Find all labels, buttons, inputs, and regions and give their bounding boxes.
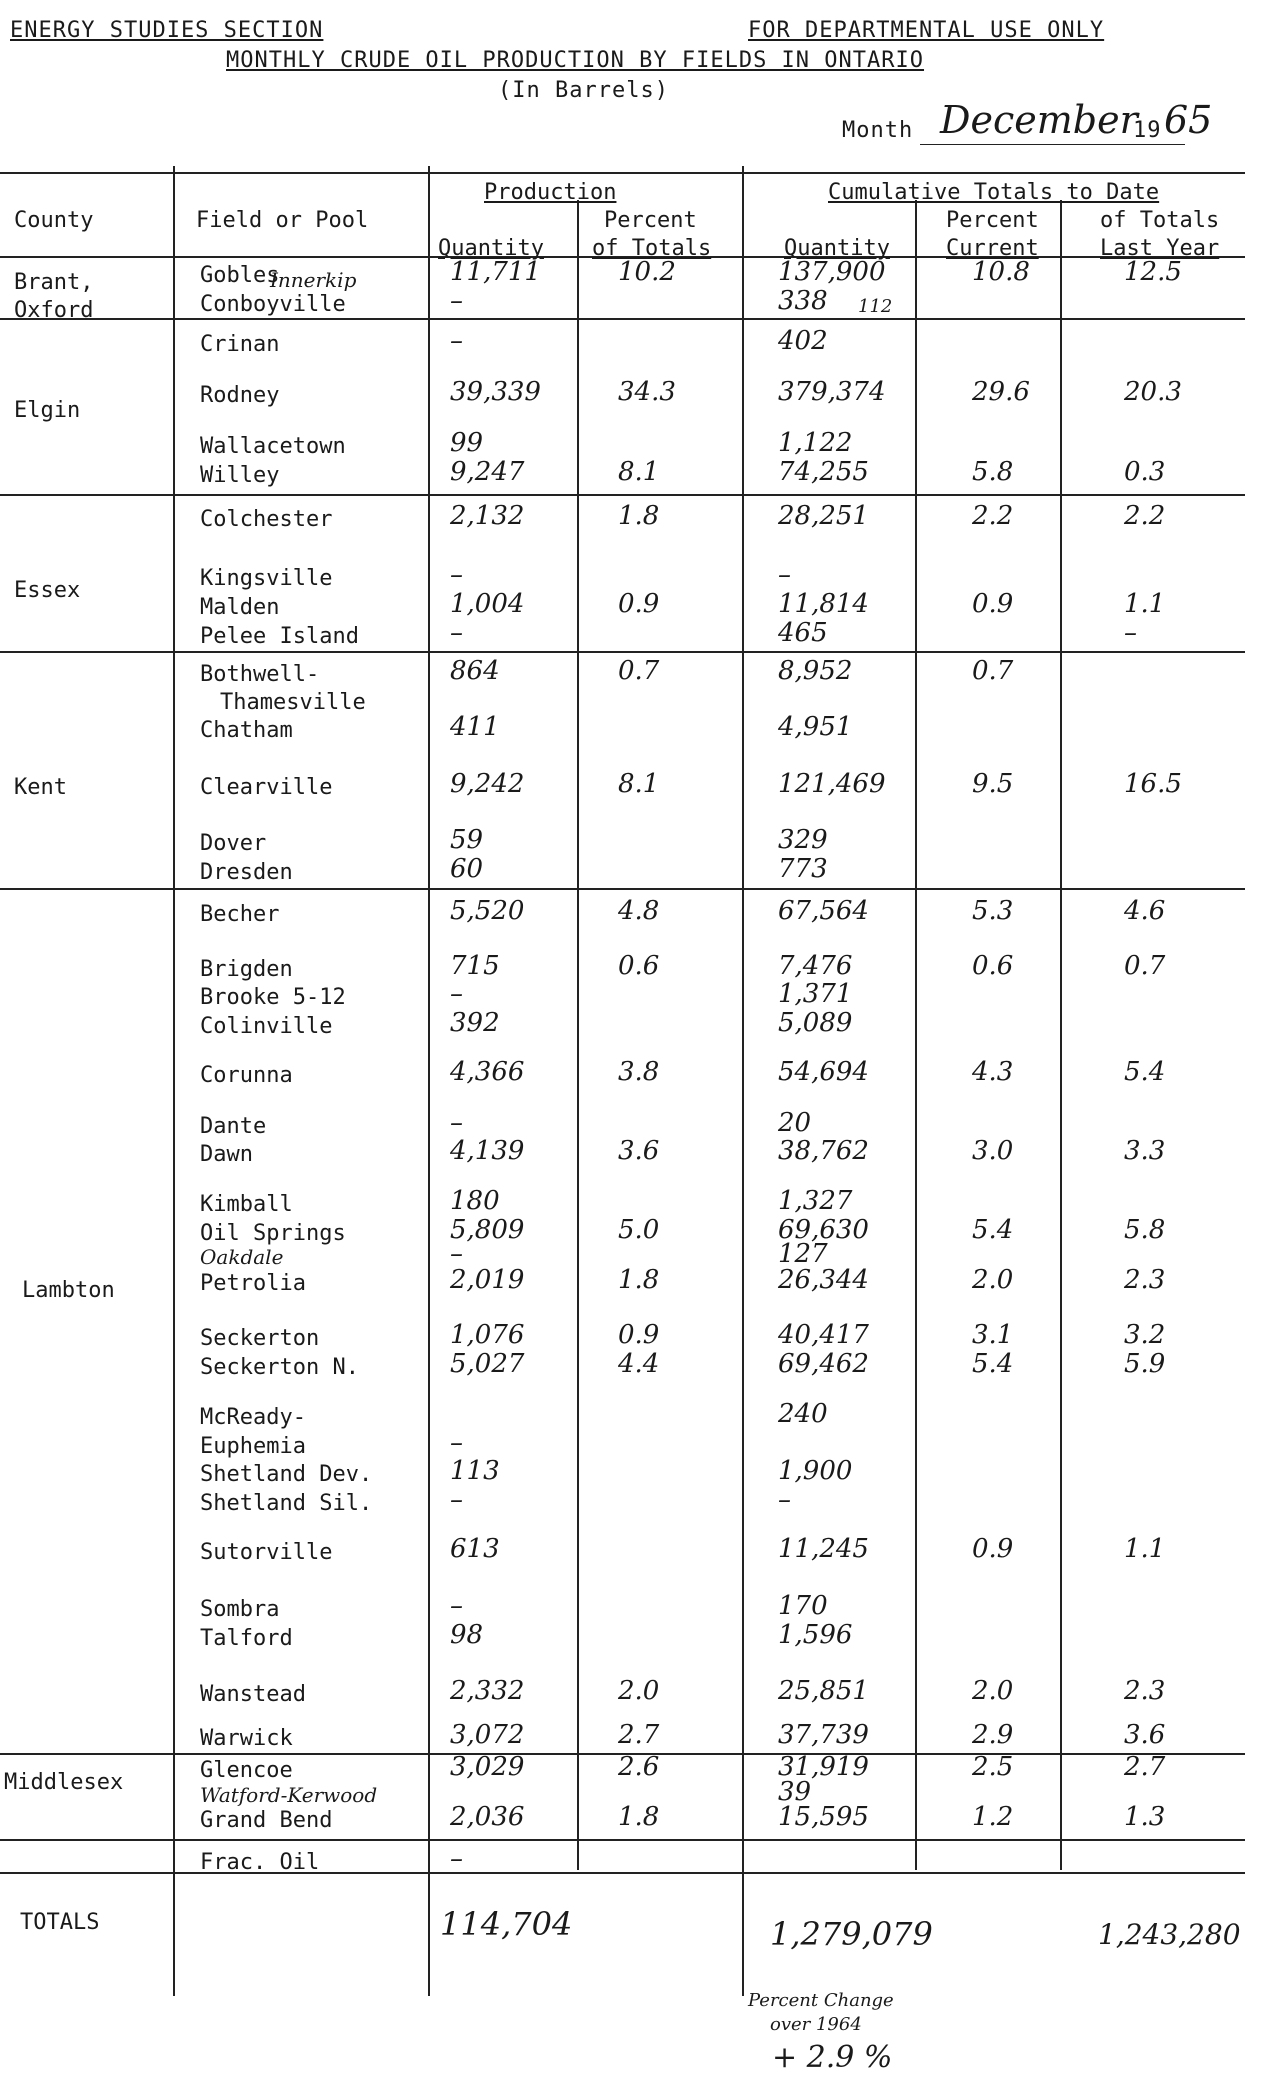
cumulative-quantity-cell: 1,596 [778, 1620, 853, 1650]
table-top-rule [0, 172, 1245, 174]
quantity-cell: 1,004 [450, 589, 525, 619]
cumulative-quantity-cell: 25,851 [778, 1676, 869, 1706]
field-name: Willey [200, 463, 280, 488]
col-header-field: Field or Pool [196, 208, 369, 233]
percent-of-totals-cell: 1.8 [618, 1802, 660, 1832]
cumulative-quantity-cell: 4,951 [778, 712, 853, 742]
cumulative-quantity-cell: 137,900 [778, 257, 886, 287]
rule-frac [0, 1872, 1245, 1874]
field-name: Shetland Sil. [200, 1491, 373, 1516]
cumulative-quantity-cell: 67,564 [778, 896, 869, 926]
percent-of-totals-cell: 4.8 [618, 896, 660, 926]
percent-current-cell: 5.3 [972, 896, 1014, 926]
field-name: Kingsville [200, 566, 333, 591]
field-name: Oil Springs [200, 1221, 346, 1246]
last-year-cell: 3.2 [1124, 1320, 1166, 1350]
percent-of-totals-cell: 0.7 [618, 656, 660, 686]
last-year-cell: – [1124, 618, 1137, 648]
last-year-cell: 2.7 [1124, 1752, 1166, 1782]
quantity-cell: 411 [450, 712, 500, 742]
last-year-cell: 5.4 [1124, 1057, 1166, 1087]
percent-current-cell: 2.5 [972, 1752, 1014, 1782]
percent-current-cell: 3.1 [972, 1320, 1014, 1350]
field-name: Warwick [200, 1726, 293, 1751]
county-label: Oxford [14, 298, 94, 323]
section-title: ENERGY STUDIES SECTION [10, 18, 324, 43]
cumulative-quantity-cell: 11,245 [778, 1534, 869, 1564]
field-name: Colinville [200, 1014, 333, 1039]
year-suffix: 65 [1164, 98, 1213, 142]
county-label: TOTALS [20, 1910, 100, 1935]
field-name: Seckerton [200, 1326, 320, 1351]
col-header-last2: Last Year [1100, 236, 1220, 261]
quantity-cell: – [450, 1428, 463, 1458]
field-name: Shetland Dev. [200, 1462, 373, 1487]
cumulative-quantity-cell: 465 [778, 618, 828, 648]
percent-current-cell: 2.9 [972, 1720, 1014, 1750]
cumulative-quantity-cell: 338 [778, 286, 828, 316]
last-year-cell: 4.6 [1124, 896, 1166, 926]
col-rule-4 [742, 166, 744, 1996]
percent-of-totals-cell: 2.6 [618, 1752, 660, 1782]
cumulative-quantity-cell: – [778, 560, 791, 590]
col-header-cur1: Percent [946, 208, 1039, 233]
month-value: December [940, 98, 1138, 142]
last-year-cell: 0.3 [1124, 457, 1166, 487]
field-name: Kimball [200, 1192, 293, 1217]
quantity-cell: 715 [450, 951, 500, 981]
month-underline [920, 144, 1185, 145]
percent-of-totals-cell: 34.3 [618, 377, 676, 407]
last-year-cell: 12.5 [1124, 257, 1182, 287]
county-label: Essex [14, 578, 81, 603]
rule-middlesex [0, 1839, 1245, 1841]
field-name: Watford-Kerwood [200, 1783, 378, 1807]
col-rule-1 [173, 166, 175, 1996]
county-label: Lambton [22, 1278, 115, 1303]
last-year-cell: 3.3 [1124, 1136, 1166, 1166]
col-rule-2 [428, 166, 430, 1996]
percent-of-totals-cell: 10.2 [618, 257, 676, 287]
cumulative-quantity-cell: 31,919 [778, 1752, 869, 1782]
percent-of-totals-cell: 3.8 [618, 1057, 660, 1087]
field-name: Malden [200, 595, 280, 620]
county-label: Kent [14, 775, 67, 800]
rule-essex [0, 651, 1245, 653]
last-year-cell: 1.3 [1124, 1802, 1166, 1832]
col-header-last1: of Totals [1100, 208, 1220, 233]
col-header-pct1: Percent [604, 208, 697, 233]
document-subtitle: (In Barrels) [498, 78, 669, 103]
percent-current-cell: 9.5 [972, 769, 1014, 799]
percent-change-label-1: Percent Change [748, 1990, 894, 2011]
percent-current-cell: 1.2 [972, 1802, 1014, 1832]
last-year-cell: 2.3 [1124, 1676, 1166, 1706]
cumulative-quantity-cell: 1,122 [778, 428, 853, 458]
quantity-cell: 59 [450, 825, 484, 855]
field-name: Talford [200, 1626, 293, 1651]
cumulative-quantity-cell: 127 [778, 1239, 828, 1269]
document-title: MONTHLY CRUDE OIL PRODUCTION BY FIELDS IN ONTARIO [226, 48, 925, 73]
field-name: Gobles [200, 263, 280, 288]
field-name: Wanstead [200, 1682, 306, 1707]
percent-of-totals-cell: 4.4 [618, 1349, 660, 1379]
last-year-cell: 5.9 [1124, 1349, 1166, 1379]
percent-current-cell: 3.0 [972, 1136, 1014, 1166]
percent-of-totals-cell: 2.0 [618, 1676, 660, 1706]
col-header-production: Production [484, 180, 617, 205]
cumulative-quantity-cell: 15,595 [778, 1802, 869, 1832]
percent-of-totals-cell: 1.8 [618, 1265, 660, 1295]
field-name: McReady- [200, 1405, 306, 1430]
quantity-cell: 3,072 [450, 1720, 525, 1750]
percent-current-cell: 5.8 [972, 457, 1014, 487]
total-last-year: 1,243,280 [1098, 1918, 1241, 1951]
quantity-cell: 9,242 [450, 769, 525, 799]
col-rule-3 [577, 200, 579, 1870]
field-name: Pelee Island [200, 624, 359, 649]
percent-of-totals-cell: 8.1 [618, 457, 660, 487]
cumulative-quantity-cell: – [778, 1485, 791, 1515]
cumulative-quantity-cell: 38,762 [778, 1136, 869, 1166]
field-name: Clearville [200, 775, 333, 800]
cumulative-quantity-cell: 40,417 [778, 1320, 869, 1350]
percent-of-totals-cell: 3.6 [618, 1136, 660, 1166]
last-year-cell: 3.6 [1124, 1720, 1166, 1750]
field-name: Chatham [200, 718, 293, 743]
cumulative-quantity-cell: 240 [778, 1399, 828, 1429]
percent-current-cell: 2.0 [972, 1676, 1014, 1706]
cumulative-quantity-cell: 402 [778, 326, 828, 356]
field-name: Sombra [200, 1597, 280, 1622]
percent-current-cell: 2.0 [972, 1265, 1014, 1295]
field-name: Becher [200, 902, 280, 927]
quantity-cell: 11,711 [450, 257, 541, 287]
field-name: Seckerton N. [200, 1355, 359, 1380]
percent-of-totals-cell: 8.1 [618, 769, 660, 799]
quantity-cell: 1,076 [450, 1320, 525, 1350]
quantity-cell: 4,139 [450, 1136, 525, 1166]
field-name: Dante [200, 1114, 267, 1139]
cumulative-quantity-cell: 37,739 [778, 1720, 869, 1750]
percent-current-cell: 5.4 [972, 1215, 1014, 1245]
cumulative-quantity-cell: 28,251 [778, 501, 869, 531]
quantity-cell: 113 [450, 1456, 500, 1486]
cumulative-quantity-cell: 379,374 [778, 377, 886, 407]
quantity-cell: – [450, 326, 463, 356]
percent-change-label-2: over 1964 [770, 2014, 862, 2035]
county-label: Elgin [14, 398, 81, 423]
col-header-pct2: of Totals [592, 236, 712, 261]
field-name: Colchester [200, 507, 333, 532]
quantity-cell: 5,520 [450, 896, 525, 926]
quantity-cell: 2,019 [450, 1265, 525, 1295]
total-quantity: 114,704 [440, 1905, 573, 1943]
percent-of-totals-cell: 0.9 [618, 1320, 660, 1350]
cumulative-quantity-cell: 7,476 [778, 951, 853, 981]
last-year-cell: 5.8 [1124, 1215, 1166, 1245]
quantity-cell: – [450, 1844, 463, 1874]
field-name: Grand Bend [200, 1808, 333, 1833]
col-rule-6 [1060, 200, 1062, 1870]
quantity-cell: 613 [450, 1534, 500, 1564]
percent-of-totals-cell: 1.8 [618, 501, 660, 531]
field-name: Dawn [200, 1142, 253, 1167]
last-year-cell: 16.5 [1124, 769, 1182, 799]
innerkip-cum: 112 [858, 296, 893, 317]
col-header-cum-quantity: Quantity [784, 236, 890, 261]
quantity-cell: 2,332 [450, 1676, 525, 1706]
col-header-cur2: Current [946, 236, 1039, 261]
quantity-cell: – [450, 979, 463, 1009]
field-name: Corunna [200, 1063, 293, 1088]
percent-current-cell: 4.3 [972, 1057, 1014, 1087]
col-header-county: County [14, 208, 94, 233]
cumulative-quantity-cell: 1,371 [778, 979, 853, 1009]
rule-elgin [0, 494, 1245, 496]
cumulative-quantity-cell: 69,462 [778, 1349, 869, 1379]
percent-current-cell: 0.7 [972, 656, 1014, 686]
col-header-cumulative: Cumulative Totals to Date [828, 180, 1160, 205]
cumulative-quantity-cell: 121,469 [778, 769, 886, 799]
county-label: Brant, [14, 270, 94, 295]
percent-current-cell: 29.6 [972, 377, 1030, 407]
percent-current-cell: 0.6 [972, 951, 1014, 981]
county-label: Middlesex [4, 1770, 124, 1795]
cumulative-quantity-cell: 74,255 [778, 457, 869, 487]
field-name: Brigden [200, 957, 293, 982]
percent-current-cell: 5.4 [972, 1349, 1014, 1379]
cumulative-quantity-cell: 773 [778, 854, 828, 884]
quantity-cell: 9,247 [450, 457, 525, 487]
quantity-cell: – [450, 1485, 463, 1515]
col-rule-5 [915, 200, 917, 1870]
field-name: Rodney [200, 383, 280, 408]
quantity-cell: – [450, 286, 463, 316]
field-name: Frac. Oil [200, 1850, 320, 1875]
quantity-cell: – [450, 560, 463, 590]
last-year-cell: 2.3 [1124, 1265, 1166, 1295]
field-name: Conboyville [200, 292, 346, 317]
field-name: Glencoe [200, 1758, 293, 1783]
quantity-cell: 4,366 [450, 1057, 525, 1087]
field-name: Dresden [200, 860, 293, 885]
quantity-cell: 2,132 [450, 501, 525, 531]
percent-current-cell: 0.9 [972, 1534, 1014, 1564]
quantity-cell: 864 [450, 656, 500, 686]
cumulative-quantity-cell: 329 [778, 825, 828, 855]
percent-current-cell: 2.2 [972, 501, 1014, 531]
cumulative-quantity-cell: 20 [778, 1108, 812, 1138]
percent-current-cell: 10.8 [972, 257, 1030, 287]
cumulative-quantity-cell: 5,089 [778, 1008, 853, 1038]
last-year-cell: 2.2 [1124, 501, 1166, 531]
quantity-cell: 2,036 [450, 1802, 525, 1832]
field-name: Crinan [200, 332, 280, 357]
percent-change-value: + 2.9 % [772, 2040, 893, 2075]
last-year-cell: 1.1 [1124, 1534, 1166, 1564]
innerkip-note: Innerkip [270, 268, 357, 292]
quantity-cell: 98 [450, 1620, 484, 1650]
quantity-cell: 39,339 [450, 377, 541, 407]
cumulative-quantity-cell: 1,900 [778, 1456, 853, 1486]
quantity-cell: 5,027 [450, 1349, 525, 1379]
cumulative-quantity-cell: 11,814 [778, 589, 869, 619]
field-name: Oakdale [200, 1245, 284, 1269]
year-prefix: 19 [1133, 118, 1162, 143]
percent-of-totals-cell: 2.7 [618, 1720, 660, 1750]
cumulative-quantity-cell: 1,327 [778, 1186, 853, 1216]
cumulative-quantity-cell: 170 [778, 1591, 828, 1621]
field-name: Euphemia [200, 1434, 306, 1459]
col-header-quantity: Quantity [438, 236, 544, 261]
quantity-cell: – [450, 1591, 463, 1621]
percent-of-totals-cell: 0.6 [618, 951, 660, 981]
cumulative-quantity-cell: 69,630 [778, 1215, 869, 1245]
field-name: Sutorville [200, 1540, 333, 1565]
quantity-cell: 60 [450, 854, 484, 884]
month-label: Month [842, 118, 914, 143]
field-name: Bothwell- [200, 662, 320, 687]
total-cumulative: 1,279,079 [770, 1915, 933, 1953]
field-name: Brooke 5-12 [200, 985, 346, 1010]
cumulative-quantity-cell: 8,952 [778, 656, 853, 686]
quantity-cell: 99 [450, 428, 484, 458]
quantity-cell: – [450, 1108, 463, 1138]
quantity-cell: 180 [450, 1186, 500, 1216]
cumulative-quantity-cell: 54,694 [778, 1057, 869, 1087]
quantity-cell: 3,029 [450, 1752, 525, 1782]
departmental-use-label: FOR DEPARTMENTAL USE ONLY [748, 18, 1105, 43]
field-name: Thamesville [220, 690, 366, 715]
percent-current-cell: 0.9 [972, 589, 1014, 619]
quantity-cell: 5,809 [450, 1215, 525, 1245]
cumulative-quantity-cell: 39 [778, 1777, 812, 1807]
percent-of-totals-cell: 0.9 [618, 589, 660, 619]
cumulative-quantity-cell: 26,344 [778, 1265, 869, 1295]
percent-of-totals-cell: 5.0 [618, 1215, 660, 1245]
quantity-cell: 392 [450, 1008, 500, 1038]
last-year-cell: 0.7 [1124, 951, 1166, 981]
field-name: Dover [200, 831, 267, 856]
quantity-cell: – [450, 1239, 463, 1269]
quantity-cell: – [450, 618, 463, 648]
rule-brant [0, 318, 1245, 320]
field-name: Wallacetown [200, 434, 346, 459]
rule-kent [0, 888, 1245, 890]
last-year-cell: 20.3 [1124, 377, 1182, 407]
field-name: Petrolia [200, 1271, 306, 1296]
last-year-cell: 1.1 [1124, 589, 1166, 619]
